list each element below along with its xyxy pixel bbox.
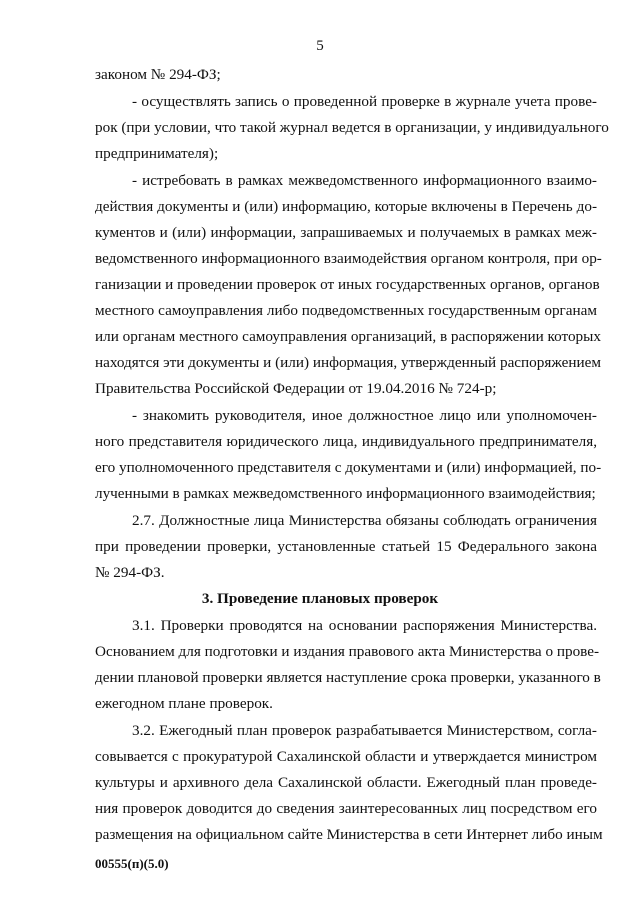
- text-line: лученными в рамках межведомственного информационного взаимодействия;: [95, 485, 596, 502]
- text-line: законом № 294-ФЗ;: [95, 66, 221, 83]
- text-line: ведомственного информационного взаимодействия органом контроля, при ор-: [95, 250, 602, 267]
- text-line: культуры и архивного дела Сахалинской области. Ежегодный план проведе-: [95, 774, 597, 791]
- text-line: - знакомить руководителя, иное должностное лицо или уполномочен-: [132, 407, 597, 424]
- text-line: Основанием для подготовки и издания правового акта Министерства о прове-: [95, 643, 600, 660]
- text-line: при проведении проверки, установленные статьей 15 Федерального закона: [95, 538, 597, 555]
- text-line: - осуществлять запись о проведенной проверке в журнале учета прове-: [132, 93, 597, 110]
- text-line: кументов и (или) информации, запрашиваемых и получаемых в рамках меж-: [95, 224, 597, 241]
- text-line: 3.2. Ежегодный план проверок разрабатывается Министерством, согла-: [132, 722, 597, 739]
- text-line: предпринимателя);: [95, 145, 219, 162]
- document-code: 00555(п)(5.0): [95, 856, 169, 871]
- text-line: рок (при условии, что такой журнал ведется в организации, у индивидуального: [95, 119, 609, 136]
- text-line: действия документы и (или) информацию, которые включены в Перечень до-: [95, 198, 597, 215]
- text-line: ния проверок доводится до сведения заинтересованных лиц посредством его: [95, 800, 597, 817]
- text-line: дении плановой проверки является наступление срока проверки, указанного в: [95, 669, 601, 686]
- text-line: его уполномоченного представителя с документами и (или) информацией, по-: [95, 459, 602, 476]
- text-line: или органам местного самоуправления организаций, в распоряжении которых: [95, 328, 601, 345]
- text-line: № 294-ФЗ.: [95, 564, 165, 581]
- page-number: 5: [316, 38, 324, 54]
- text-line: 2.7. Должностные лица Министерства обязаны соблюдать ограничения: [132, 512, 597, 529]
- text-line: ежегодном плане проверок.: [95, 695, 273, 712]
- text-line: совывается с прокуратурой Сахалинской области и утверждается министром: [95, 748, 597, 765]
- text-line: - истребовать в рамках межведомственного информационного взаимо-: [132, 172, 597, 189]
- text-line: Правительства Российской Федерации от 19.04.2016 № 724-р;: [95, 380, 497, 397]
- text-line: местного самоуправления либо подведомственных государственным органам: [95, 302, 597, 319]
- text-line: находятся эти документы и (или) информация, утвержденный распоряжением: [95, 354, 601, 371]
- text-line: размещения на официальном сайте Министерства в сети Интернет либо иным: [95, 826, 603, 843]
- text-line: 3.1. Проверки проводятся на основании распоряжения Министерства.: [132, 617, 597, 634]
- text-line: ганизации и проведении проверок от иных государственных органов, органов: [95, 276, 600, 293]
- section-heading: 3. Проведение плановых проверок: [201, 590, 439, 607]
- text-line: ного представителя юридического лица, индивидуального предпринимателя,: [95, 433, 597, 450]
